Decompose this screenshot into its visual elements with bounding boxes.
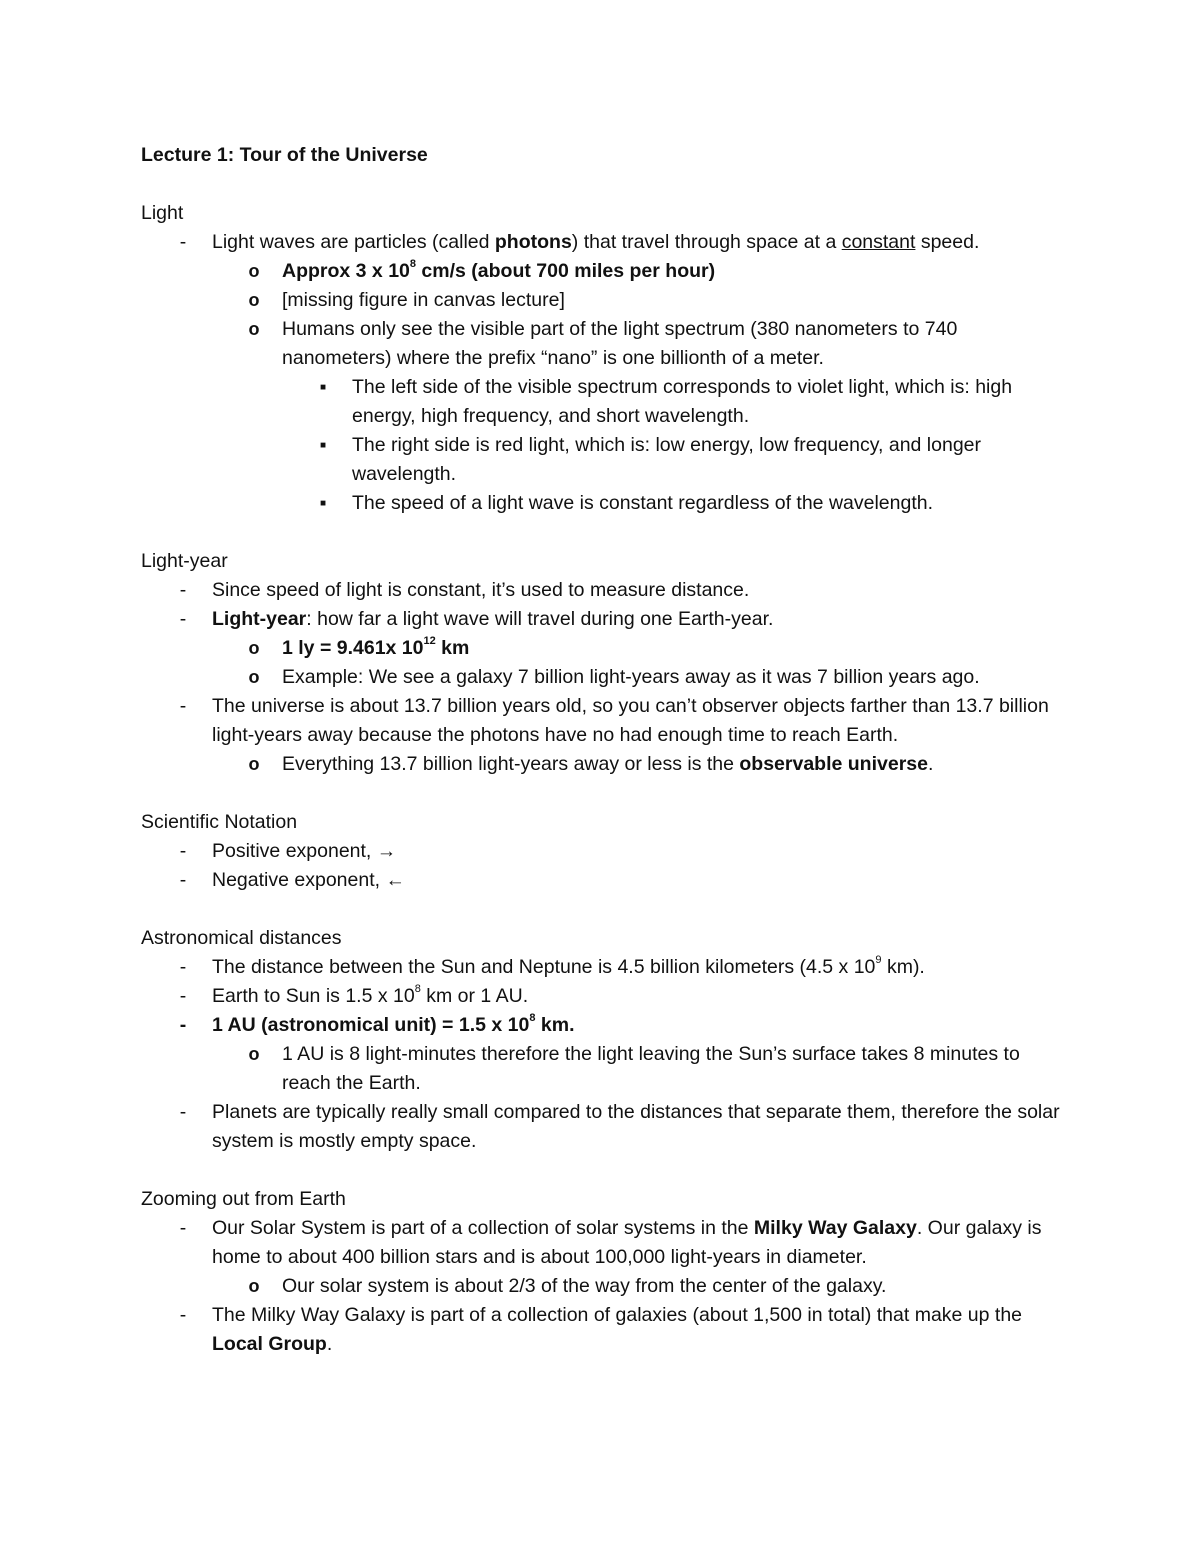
circle-bullet: o xyxy=(248,319,260,339)
section-heading-astronomical-distances: Astronomical distances xyxy=(141,927,342,949)
dash-bullet: - xyxy=(179,231,187,253)
dash-bullet: - xyxy=(179,579,187,601)
list-item: o 1 ly = 9.461x $10^{12}$ km xyxy=(141,634,1071,663)
dash-bullet: - xyxy=(179,1304,187,1326)
circle-bullet: o xyxy=(248,638,260,658)
list-item: - 1 AU (astronomical unit) = 1.5 x $10^8$ km. xyxy=(141,1011,1071,1040)
circle-bullet: o xyxy=(248,667,260,687)
section-heading-zooming-out: Zooming out from Earth xyxy=(141,1188,346,1210)
list-item: o Our solar system is about 2/3 of the way from the center of the galaxy. xyxy=(141,1272,1071,1301)
list-item: o Example: We see a galaxy 7 billion light-years away as it was 7 billion years ago. xyxy=(141,663,1071,692)
spacer xyxy=(141,170,1071,199)
square-bullet: ■ xyxy=(319,498,327,509)
list-item: - Our Solar System is part of a collection of solar systems in the Milky Way Galaxy. Our galaxy is home to about 400 billion stars and is about 100,000 light-years in diameter. xyxy=(141,1214,1071,1272)
list-item: o [missing figure in canvas lecture] xyxy=(141,286,1071,315)
dash-bullet: - xyxy=(179,695,187,717)
dash-bullet: - xyxy=(179,1217,187,1239)
list-item: - The Milky Way Galaxy is part of a collection of galaxies (about 1,500 in total) that make up the Local Group. xyxy=(141,1301,1071,1359)
arrow-right-icon: → xyxy=(376,840,397,862)
dash-bullet: - xyxy=(179,1014,187,1036)
document-title: Lecture 1: Tour of the Universe xyxy=(141,144,428,166)
list-item: - Negative exponent, ← xyxy=(141,866,1071,895)
section-heading-scientific-notation: Scientific Notation xyxy=(141,811,298,833)
circle-bullet: o xyxy=(248,1044,260,1064)
circle-bullet: o xyxy=(248,1276,260,1296)
section-heading-light: Light xyxy=(141,202,184,224)
list-item: ■ The right side is red light, which is: low energy, low frequency, and longer wavelength. xyxy=(141,431,1071,489)
circle-bullet: o xyxy=(248,261,260,281)
dash-bullet: - xyxy=(179,608,187,630)
list-item: o 1 AU is 8 light-minutes therefore the light leaving the Sun’s surface takes 8 minutes to reach the Earth. xyxy=(141,1040,1071,1098)
list-item: - Positive exponent, → xyxy=(141,837,1071,866)
list-item: - Since speed of light is constant, it’s used to measure distance. xyxy=(141,576,1071,605)
arrow-left-icon: ← xyxy=(385,869,405,891)
list-item: - The distance between the Sun and Neptune is 4.5 billion kilometers (4.5 x $10^9$ km). xyxy=(141,953,1071,982)
document-page xyxy=(141,141,1071,1359)
dash-bullet: - xyxy=(179,1101,187,1123)
list-item: o Approx 3 x $10^8$ cm/s (about 700 miles per hour) xyxy=(141,257,1071,286)
dash-bullet: - xyxy=(179,956,187,978)
list-item: ■ The left side of the visible spectrum corresponds to violet light, which is: high energy, high frequency, and short wavelength. xyxy=(141,373,1071,431)
spacer xyxy=(141,518,1071,547)
square-bullet: ■ xyxy=(319,382,327,393)
square-bullet: ■ xyxy=(319,440,327,451)
dash-bullet: - xyxy=(179,840,187,862)
list-item: - Planets are typically really small compared to the distances that separate them, therefore the solar system is mostly empty space. xyxy=(141,1098,1071,1156)
section-heading-light-year: Light-year xyxy=(141,550,228,572)
spacer xyxy=(141,895,1071,924)
list-item: o Everything 13.7 billion light-years away or less is the observable universe. xyxy=(141,750,1071,779)
dash-bullet: - xyxy=(179,869,187,891)
spacer xyxy=(141,1156,1071,1185)
list-item: - Light waves are particles (called photons) that travel through space at a constant speed. xyxy=(141,228,1071,257)
circle-bullet: o xyxy=(248,754,260,774)
list-item: ■ The speed of a light wave is constant regardless of the wavelength. xyxy=(141,489,1071,518)
list-item: o Humans only see the visible part of the light spectrum (380 nanometers to 740 nanometers) where the prefix “nano” is one billionth of a meter. xyxy=(141,315,1071,373)
list-item: - The universe is about 13.7 billion years old, so you can’t observer objects farther than 13.7 billion light-years away because the photons have no had enough time to reach Earth. xyxy=(141,692,1071,750)
list-item: - Earth to Sun is 1.5 x $10^8$ km or 1 AU. xyxy=(141,982,1071,1011)
dash-bullet: - xyxy=(179,985,187,1007)
list-item: - Light-year: how far a light wave will travel during one Earth-year. xyxy=(141,605,1071,634)
circle-bullet: o xyxy=(248,290,260,310)
spacer xyxy=(141,779,1071,808)
